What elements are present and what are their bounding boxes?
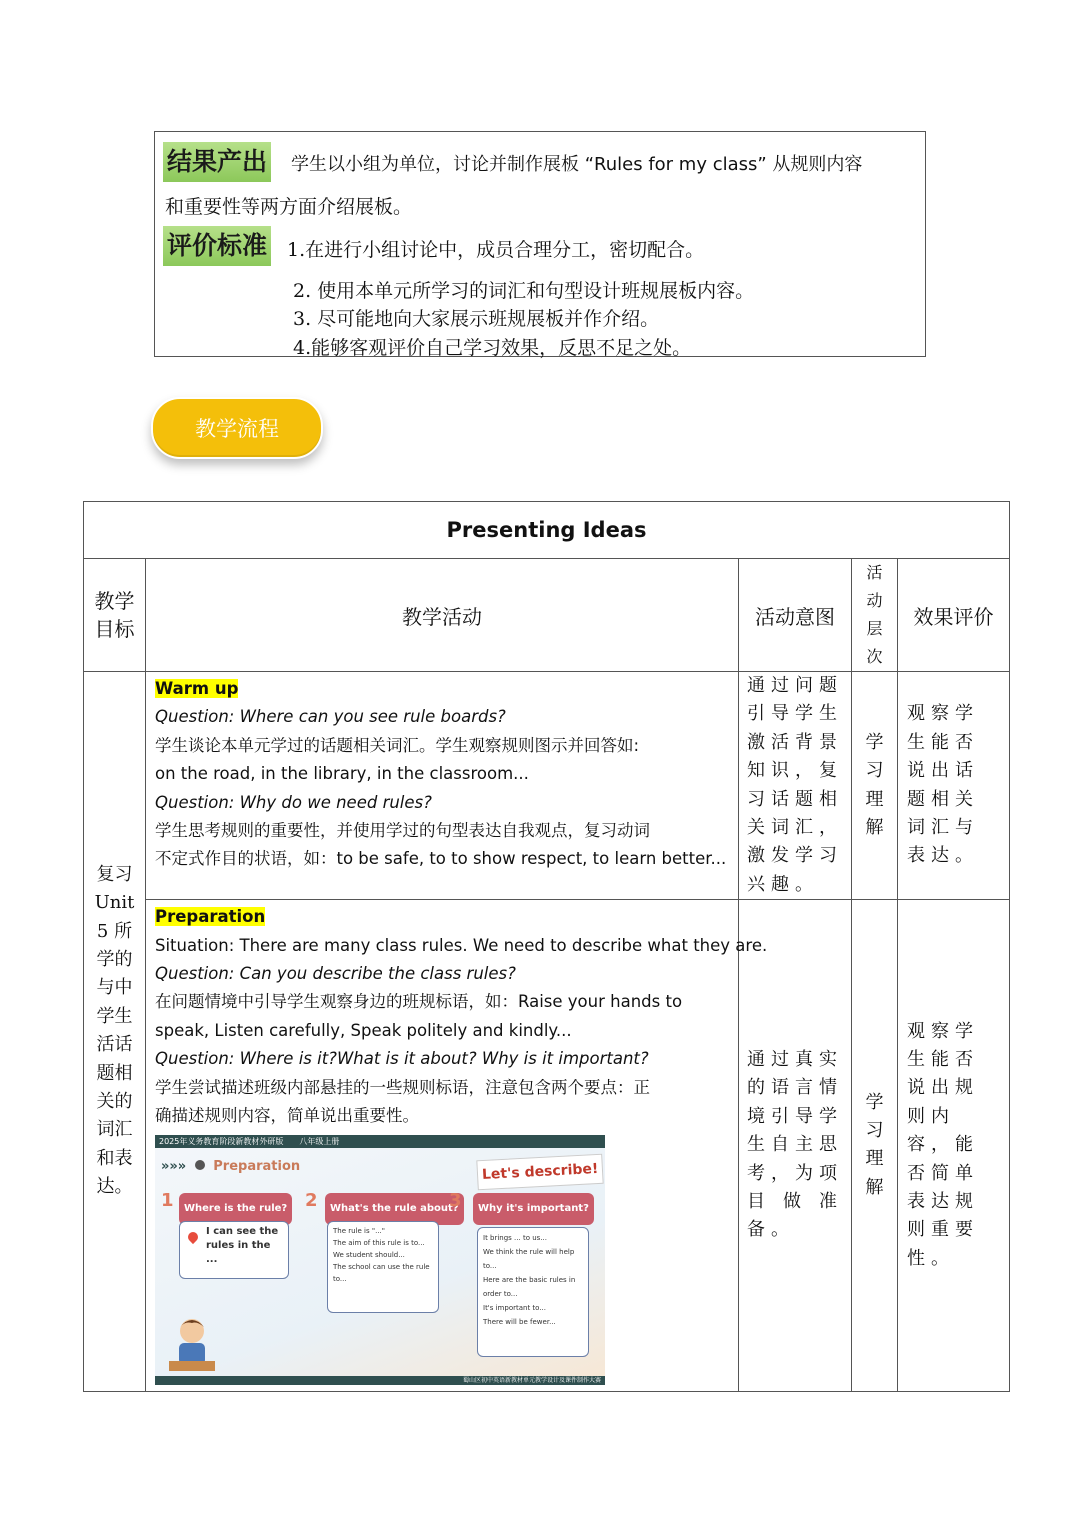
warmup-text: on the road, in the library, in the classroom... xyxy=(155,764,529,784)
criteria-item: 3. 尽可能地向大家展示班规展板并作介绍。 xyxy=(293,308,660,330)
preparation-text: 在问题情境中引导学生观察身边的班规标语，如：Raise your hands to xyxy=(155,992,683,1012)
preparation-text: speak, Listen carefully, Speak politely and kindly... xyxy=(155,1020,572,1040)
criteria-item: 4.能够客观评价自己学习效果，反思不足之处。 xyxy=(293,337,692,359)
circle-icon xyxy=(195,1160,205,1170)
warmup-text: 学生谈论本单元学过的话题相关词汇。学生观察规则图示并回答如: xyxy=(155,735,640,755)
goal-cell: 复习Unit 5 所学的与中学生活话题相关的词汇和表达。 xyxy=(84,672,146,1392)
warmup-label: Warm up xyxy=(155,679,239,698)
criteria-item: 2. 使用本单元所学习的词汇和句型设计班规展板内容。 xyxy=(293,280,755,302)
slide-question-3: Why it's important? xyxy=(473,1193,594,1225)
slide-question-2: What's the rule about? xyxy=(325,1193,464,1225)
slide-heading: »»» Preparation xyxy=(161,1158,301,1174)
outcome-tag: 结果产出 xyxy=(163,142,271,182)
slide-number-icon: 3 xyxy=(449,1189,462,1211)
slide-badge: Let's describe! xyxy=(476,1153,604,1190)
header-activity: 教学活动 xyxy=(146,559,739,672)
preparation-question-1: Question: Can you describe the class rules? xyxy=(155,964,516,984)
preparation-text: 确描述规则内容，简单说出重要性。 xyxy=(155,1106,419,1126)
preparation-text: 学生尝试描述班级内部悬挂的一些规则标语，注意包含两个要点：正 xyxy=(155,1077,650,1097)
slide-number-icon: 2 xyxy=(305,1189,318,1211)
slide-card-3: It brings ... to us... We think the rule will help to... Here are the basic rules in order to... It's important to... There will be fewer... xyxy=(477,1227,589,1357)
preparation-text: Situation: There are many class rules. We need to describe what they are. xyxy=(155,935,768,955)
warmup-text: 学生思考规则的重要性，并使用学过的句型表达自我观点，复习动词 xyxy=(155,821,650,841)
chevrons-icon: »»» xyxy=(161,1158,187,1174)
criteria-item: 1.在进行小组讨论中，成员合理分工，密切配合。 xyxy=(287,239,705,261)
activity-preparation xyxy=(146,900,768,1391)
student-illustration-icon xyxy=(167,1313,217,1373)
lesson-table xyxy=(83,501,1010,1392)
criteria-tag: 评价标准 xyxy=(163,226,271,266)
outcome-line-1: 学生以小组为单位，讨论并制作展板 “Rules for my class” 从规则内容 xyxy=(291,154,863,175)
preparation-question-2: Question: Where is it?What is it about? Why is it important? xyxy=(155,1049,649,1069)
warmup-text: 不定式作目的状语，如：to be safe, to to show respect, to learn better... xyxy=(155,849,727,869)
activity-warmup xyxy=(146,672,739,900)
slide-card-1: I can see the rules in the ... xyxy=(179,1221,289,1279)
header-goal: 教学目标 xyxy=(84,559,146,672)
outcome-box xyxy=(154,131,926,357)
level-warmup: 学习理解 xyxy=(852,672,898,900)
location-pin-icon xyxy=(186,1229,200,1243)
slide-question-1: Where is the rule? xyxy=(179,1193,292,1225)
eval-warmup: 观察学生能否说出话题相关词汇与表达。 xyxy=(898,672,1010,900)
slide-card-2: The rule is "..." The aim of this rule is to... We student should... The school can use the rule to... xyxy=(327,1221,439,1313)
header-level: 活动层次 xyxy=(852,559,898,672)
preparation-slide-image xyxy=(155,1135,605,1385)
slide-number-icon: 1 xyxy=(161,1189,174,1211)
teaching-flow-badge: 教学流程 xyxy=(151,397,323,459)
intent-warmup: 通过问题引导学生激活背景知识，复习话题相关词汇，激发学习兴趣。 xyxy=(739,672,852,900)
slide-footer-bar: 蜀山区初中英语新教材单元教学设计及课件制作大赛 xyxy=(155,1376,605,1385)
intent-preparation: 通过真实的语言情境引导学生自主思考，为项目做准备。 xyxy=(739,900,852,1391)
eval-preparation: 观察学生能否说出规则内容，能否简单表达规则重要性。 xyxy=(898,900,1010,1391)
header-intent: 活动意图 xyxy=(739,559,852,672)
level-preparation: 学习理解 xyxy=(852,900,898,1391)
preparation-label: Preparation xyxy=(155,907,266,927)
header-eval: 效果评价 xyxy=(898,559,1010,672)
table-title: Presenting Ideas xyxy=(84,502,1010,559)
warmup-question-2: Question: Why do we need rules? xyxy=(155,792,432,812)
warmup-question-1: Question: Where can you see rule boards? xyxy=(155,707,506,727)
slide-header-bar: 2025年义务教育阶段新教材外研版 八年级上册 xyxy=(155,1135,605,1148)
outcome-line-2: 和重要性等两方面介绍展板。 xyxy=(165,196,413,218)
